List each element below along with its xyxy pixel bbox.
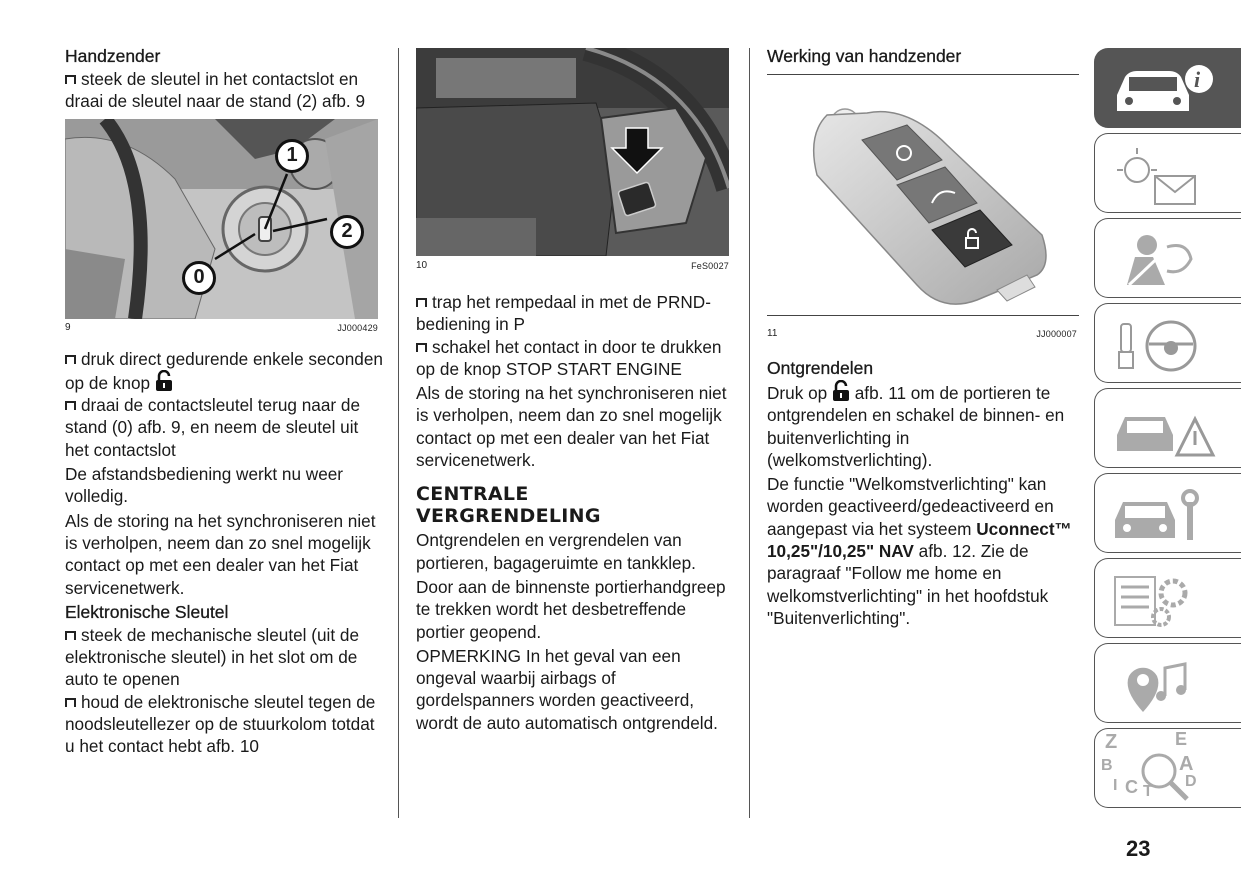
inner-handle-text: Door aan de binnenste portierhandgreep te trekken wordt het desbetreffende portier geopend. xyxy=(416,576,726,642)
page-number: 23 xyxy=(1126,836,1151,861)
heading-centrale-vergrendeling: CENTRALE VERGRENDELING xyxy=(416,483,601,528)
bullet-icon xyxy=(65,355,76,364)
bullet-icon xyxy=(65,401,76,410)
bullet-icon xyxy=(416,343,427,352)
tab-multimedia[interactable] xyxy=(1094,643,1241,723)
figure-code: JJ000007 xyxy=(1036,329,1077,339)
bullet-icon xyxy=(416,298,427,307)
step-insert-key: steek de sleutel in het contactslot en draai de sleutel naar de stand (2) afb. 9 xyxy=(65,69,366,112)
specs-gear-icon xyxy=(1107,565,1227,633)
car-info-icon xyxy=(1107,55,1227,123)
tab-safety[interactable] xyxy=(1094,218,1241,298)
padlock-open-icon xyxy=(832,380,850,402)
index-letter: B xyxy=(1101,757,1113,774)
tab-car-info[interactable] xyxy=(1094,48,1241,128)
index-letter: D xyxy=(1185,773,1197,790)
steering-column-illustration xyxy=(416,48,729,256)
ignition-illustration xyxy=(65,119,378,319)
step-press-button: druk direct gedurende enkele seconden op de knop xyxy=(65,348,383,393)
multimedia-navigation-icon xyxy=(1107,650,1227,718)
uconnect-label: Uconnect™ 10,25"/10,25" NAV xyxy=(767,518,1072,562)
figure-rule xyxy=(767,315,1079,316)
central-locking-intro: Ontgrendelen en vergrendelen van portieren, bagageruimte en tankklep. xyxy=(416,530,696,573)
svg-text:i: i xyxy=(1194,67,1201,92)
key-steering-wheel-icon xyxy=(1107,310,1227,378)
padlock-open-icon xyxy=(155,370,173,392)
heading-handzender: Handzender xyxy=(65,46,161,66)
figure-code: FeS0027 xyxy=(691,261,729,271)
tab-dashboard-lights[interactable] xyxy=(1094,133,1241,213)
figure-11-key-fob xyxy=(767,75,1077,315)
index-letter: I xyxy=(1113,777,1118,794)
remote-works-text: De afstandsbediening werkt nu weer volledig. xyxy=(65,464,344,507)
tab-maintenance[interactable] xyxy=(1094,473,1241,553)
figure-number: 9 xyxy=(65,321,71,333)
index-letter: E xyxy=(1175,729,1188,749)
column-3 xyxy=(767,44,1079,629)
bullet-icon xyxy=(65,631,76,640)
figure-number: 11 xyxy=(767,328,778,339)
callout-0: 0 xyxy=(182,261,216,295)
step-hold-electronic-key: houd de elektronische sleutel tegen de noodsleutellezer op de stuurkolom totdat u het contact hebt afb. 10 xyxy=(65,691,376,757)
heading-werking-handzender: Werking van handzender xyxy=(767,46,962,66)
welcome-light-text: De functie "Welkomstverlichting" kan worden geactiveerd/gedeactiveerd en aangepast via het systeem Uconnect™ 10,25"/10,25" NAV afb. 12. Zie de paragraaf "Follow me home en welkomstverlichting" in het hoofdstuk "Buitenverlichting". xyxy=(767,474,1072,628)
car-wrench-icon xyxy=(1107,480,1227,548)
callout-1: 1 xyxy=(275,139,309,173)
figure-9-ignition xyxy=(65,119,378,319)
seat-airbag-icon xyxy=(1107,225,1227,293)
tab-starting-driving[interactable] xyxy=(1094,303,1241,383)
figure-code: JJ000429 xyxy=(337,322,378,333)
figure-11-caption xyxy=(767,328,1077,340)
column-divider-1 xyxy=(398,48,399,818)
dealer-contact-text: Als de storing na het synchroniseren niet is verholpen, neem dan zo snel mogelijk contact op met een dealer van het Fiat servicenetwerk. xyxy=(65,510,376,598)
index-letter: Z xyxy=(1105,731,1118,753)
bullet-icon xyxy=(65,75,76,84)
tab-technical-data[interactable] xyxy=(1094,558,1241,638)
figure-10-caption xyxy=(416,260,729,272)
step-brake-pedal: trap het rempedaal in met de PRND-bediening in P xyxy=(416,292,711,335)
heading-elektronische-sleutel: Elektronische Sleutel xyxy=(65,601,229,622)
index-letter: C xyxy=(1125,777,1138,797)
index-letter: T xyxy=(1143,783,1153,800)
column-1 xyxy=(65,44,383,758)
figure-number: 10 xyxy=(416,260,428,271)
tab-index[interactable] xyxy=(1094,728,1241,808)
bullet-icon xyxy=(65,698,76,707)
figure-10-steering-column xyxy=(416,48,729,256)
index-letter: A xyxy=(1179,753,1194,775)
dashboard-lights-message-icon xyxy=(1107,140,1227,208)
step-turn-key-back: draai de contactsleutel terug naar de stand (0) afb. 9, en neem de sleutel uit het contactslot xyxy=(65,395,361,460)
step-insert-mechanical-key: steek de mechanische sleutel (uit de elektronische sleutel) in het slot om de auto te openen xyxy=(65,624,360,690)
callout-2: 2 xyxy=(330,215,364,249)
heading-ontgrendelen: Ontgrendelen xyxy=(767,358,874,378)
column-2 xyxy=(416,48,734,734)
note-airbag-text: OPMERKING In het geval van een ongeval waarbij airbags of gordelspanners worden geactiveerd, wordt de auto automatisch ontgrendeld. xyxy=(416,645,718,733)
column-divider-2 xyxy=(749,48,750,818)
step-start-engine: schakel het contact in door te drukken op de knop STOP START ENGINE xyxy=(416,336,722,379)
key-fob-illustration xyxy=(767,75,1077,315)
figure-9-caption xyxy=(65,322,378,334)
dealer-contact-text: Als de storing na het synchroniseren niet is verholpen, neem dan zo snel mogelijk contact op met een dealer van het Fiat servicenetwerk. xyxy=(416,383,727,471)
tab-emergency[interactable] xyxy=(1094,388,1241,468)
car-warning-triangle-icon xyxy=(1107,395,1227,463)
unlock-text: Druk op afb. 11 om de portieren te ontgrendelen en schakel de binnen- en buitenverlichting in (welkomstverlichting). xyxy=(767,380,1079,471)
